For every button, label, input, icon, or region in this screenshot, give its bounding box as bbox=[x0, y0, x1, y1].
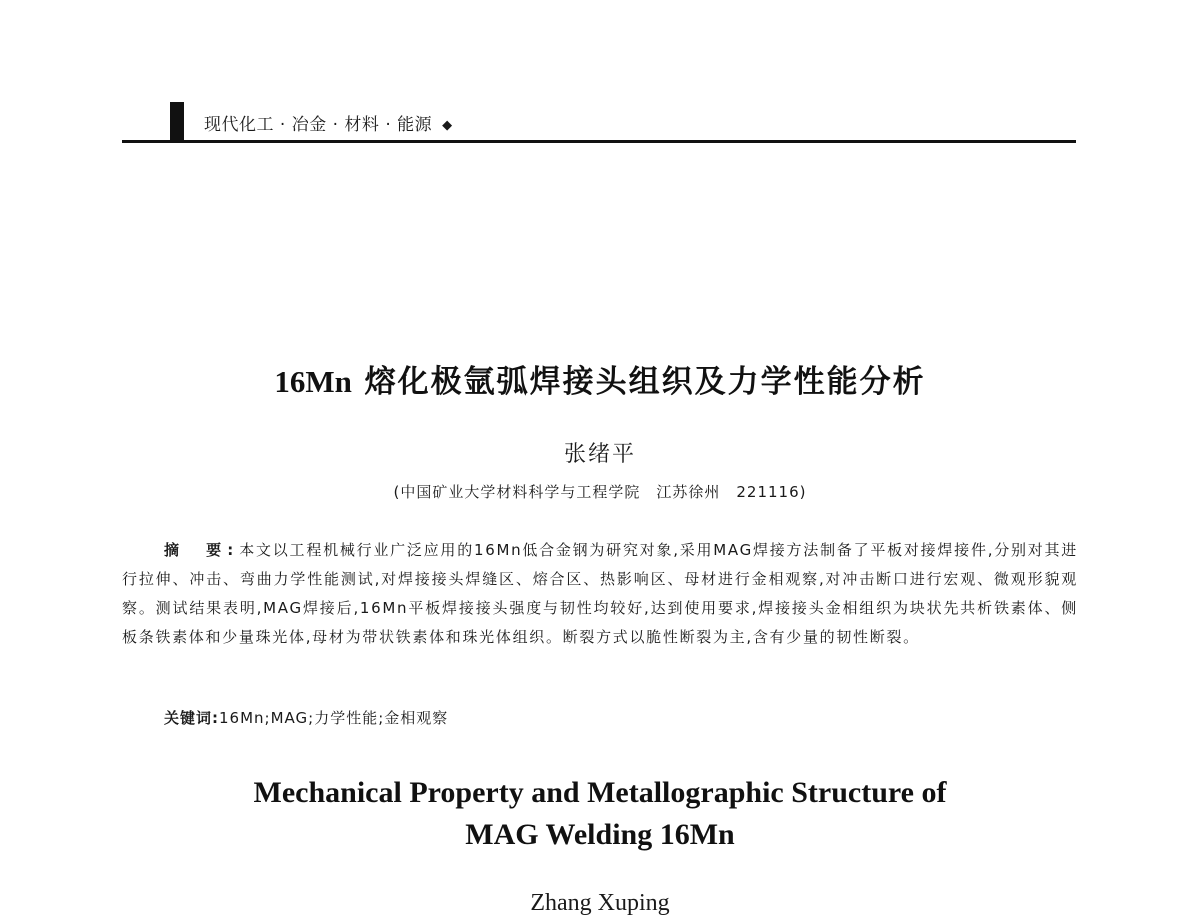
author-name-cn: 张绪平 bbox=[563, 442, 636, 467]
keywords-line bbox=[164, 707, 448, 728]
header-rule bbox=[122, 140, 1076, 143]
paper-title-en-line1: Mechanical Property and Metallographic Structure of bbox=[253, 776, 947, 809]
abstract-label: 摘 要: bbox=[164, 541, 240, 559]
diamond-icon: ◆ bbox=[442, 118, 453, 133]
running-header bbox=[204, 110, 453, 135]
paper-title-en bbox=[0, 772, 1200, 856]
paper-title-cn-latin: 16Mn bbox=[274, 364, 352, 399]
author-name-en: Zhang Xuping bbox=[530, 890, 670, 916]
running-header-title: 现代化工 · 冶金 · 材料 · 能源 bbox=[204, 115, 433, 135]
paper-title-cn bbox=[0, 356, 1200, 401]
abstract-paragraph bbox=[122, 536, 1078, 652]
header-marker-bar bbox=[170, 102, 184, 142]
keywords-label: 关键词: bbox=[164, 709, 219, 727]
author-affiliation-cn: (中国矿业大学材料科学与工程学院 江苏徐州 221116) bbox=[393, 483, 807, 501]
paper-title-cn-text: 熔化极氩弧焊接头组织及力学性能分析 bbox=[351, 364, 926, 400]
keywords-text: 16Mn;MAG;力学性能;金相观察 bbox=[219, 709, 449, 727]
paper-title-en-line2: MAG Welding 16Mn bbox=[465, 818, 735, 851]
abstract-text: 本文以工程机械行业广泛应用的16Mn低合金钢为研究对象,采用MAG焊接方法制备了平板对接焊接件,分别对其进行拉伸、冲击、弯曲力学性能测试,对焊接接头焊缝区、熔合区、热影响区、母材进行金相观察,对冲击断口进行宏观、微观形貌观察。测试结果表明,MAG焊接后,16Mn平板焊接接头强度与韧性均较好,达到使用要求,焊接接头金相组织为块状先共析铁素体、侧板条铁素体和少量珠光体,母材为带状铁素体和珠光体组织。断裂方式以脆性断裂为主,含有少量的韧性断裂。 bbox=[122, 541, 1079, 646]
